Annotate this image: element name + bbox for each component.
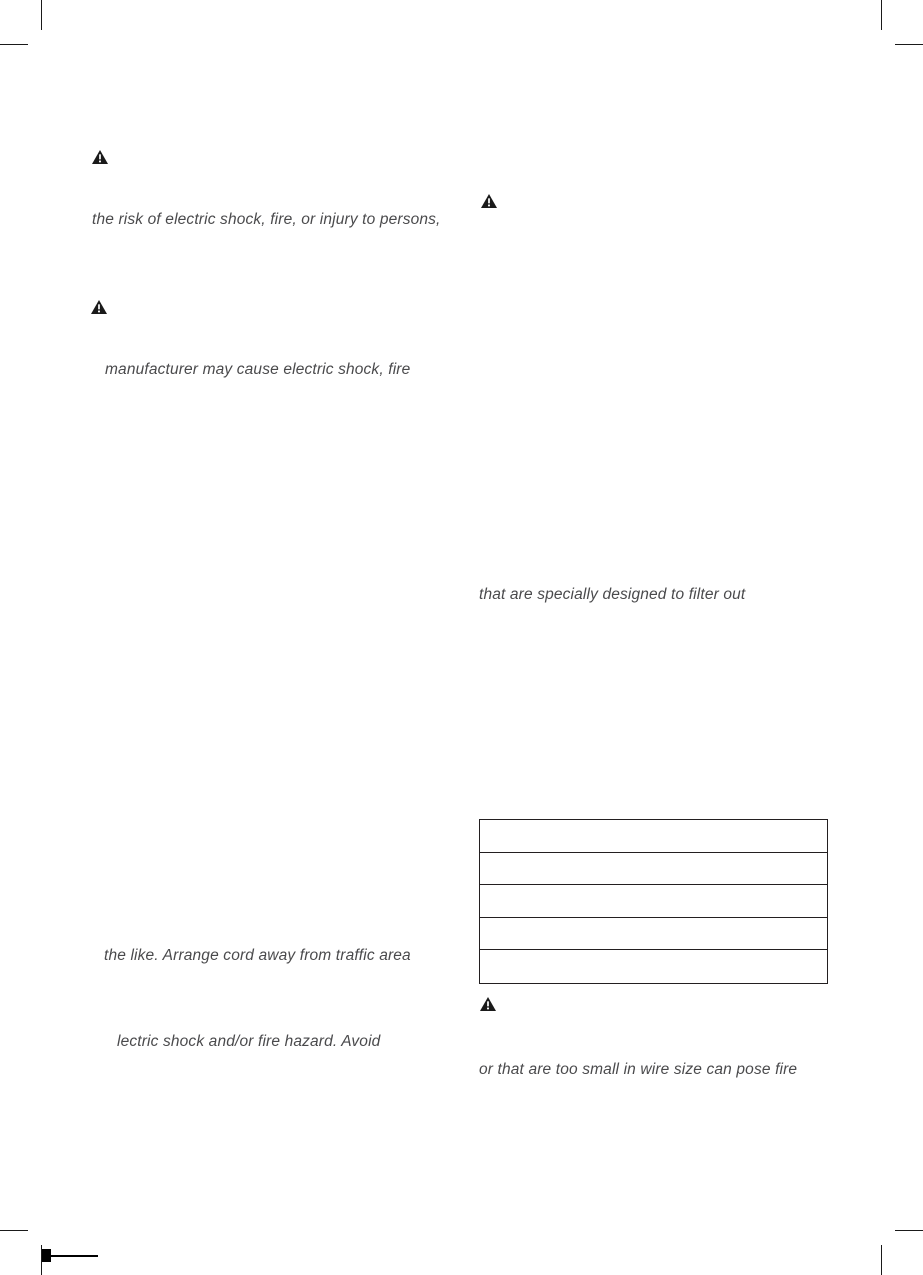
text-fragment-electric-shock-risk: the risk of electric shock, fire, or injury to persons, xyxy=(92,211,441,228)
text-fragment-filter-design: that are specially designed to filter out xyxy=(479,586,746,603)
crop-mark-top-right-horizontal xyxy=(895,44,923,45)
crop-mark-top-left-vertical xyxy=(41,0,42,30)
warning-icon xyxy=(92,150,108,164)
table-row xyxy=(480,950,827,983)
text-fragment-cord-arrangement: the like. Arrange cord away from traffic area xyxy=(104,947,411,964)
table-row xyxy=(480,918,827,951)
text-fragment-manufacturer-warning: manufacturer may cause electric shock, fire xyxy=(105,361,411,378)
table-row xyxy=(480,820,827,853)
text-fragment-wire-size-fire: or that are too small in wire size can pose fire xyxy=(479,1061,798,1078)
crop-mark-top-right-vertical xyxy=(881,0,882,30)
crop-mark-bottom-right-vertical xyxy=(881,1245,882,1275)
warning-icon xyxy=(480,997,496,1011)
crop-mark-bottom-right-horizontal xyxy=(895,1230,923,1231)
warning-icon xyxy=(91,300,107,314)
text-fragment-shock-fire-hazard: lectric shock and/or fire hazard. Avoid xyxy=(117,1033,381,1050)
warning-icon xyxy=(481,194,497,208)
table-row xyxy=(480,885,827,918)
registration-mark xyxy=(42,1249,51,1262)
specifications-table xyxy=(479,819,828,984)
fold-mark xyxy=(51,1255,98,1257)
crop-mark-bottom-left-horizontal xyxy=(0,1230,28,1231)
table-row xyxy=(480,853,827,886)
crop-mark-top-left-horizontal xyxy=(0,44,28,45)
